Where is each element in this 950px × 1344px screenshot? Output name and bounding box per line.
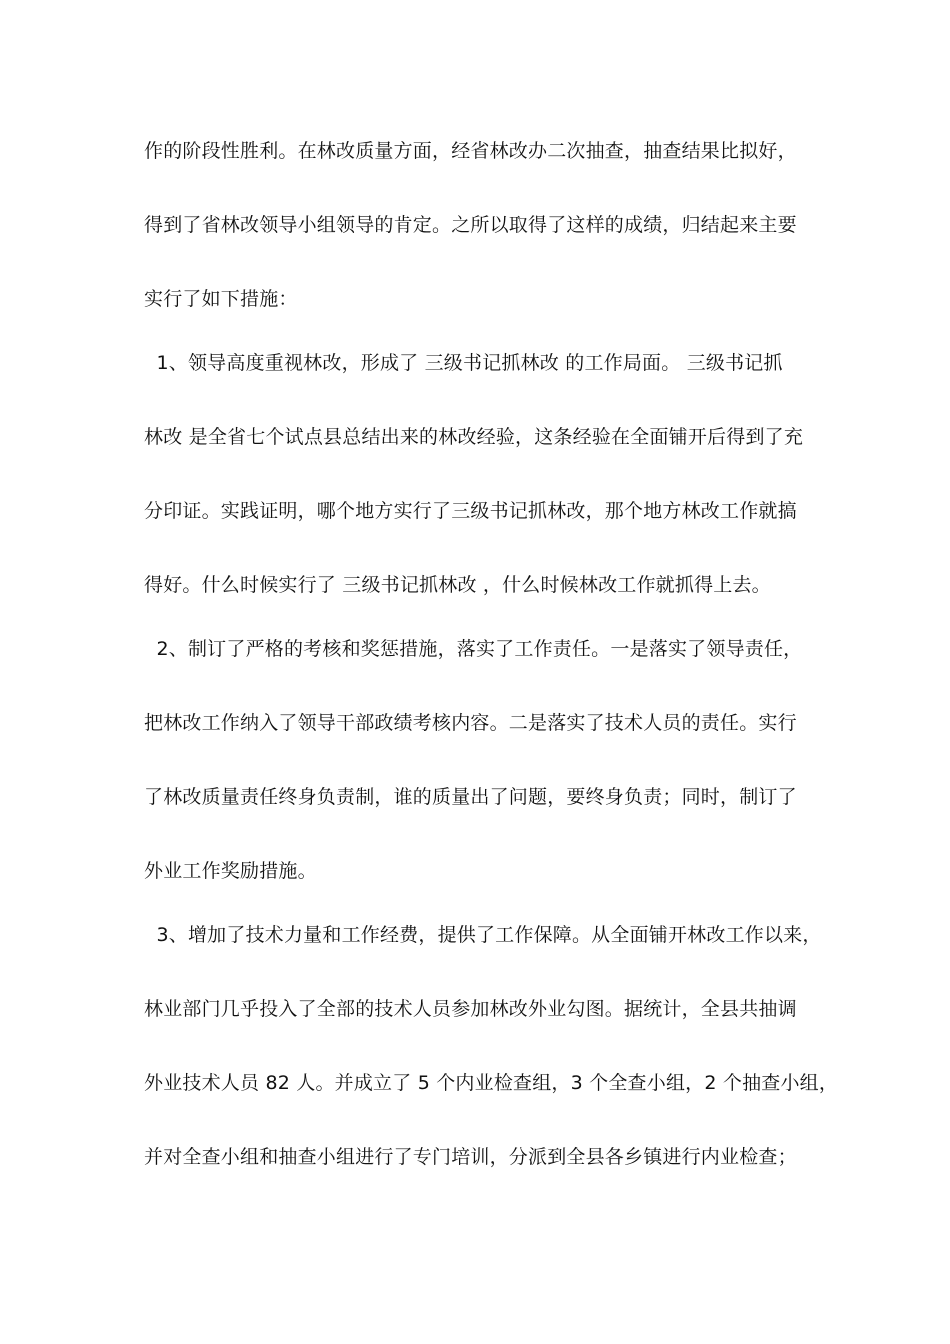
paragraph-line: 外业技术人员 82 人。并成立了 5 个内业检查组，3 个全查小组，2 个抽查小组，: [144, 1072, 839, 1094]
paragraph-line: 外业工作奖励措施。: [144, 860, 317, 882]
paragraph-line: 实行了如下措施：: [144, 288, 298, 310]
paragraph-line: 得到了省林改领导小组领导的肯定。之所以取得了这样的成绩，归结起来主要: [144, 214, 797, 236]
list-item-3-line: 3、增加了技术力量和工作经费，提供了工作保障。从全面铺开林改工作以来，: [144, 924, 822, 946]
paragraph-line: 了林改质量责任终身负责制，谁的质量出了问题，要终身负责；同时，制订了: [144, 786, 797, 808]
paragraph-line: 分印证。实践证明，哪个地方实行了三级书记抓林改，那个地方林改工作就搞: [144, 500, 797, 522]
list-item-2-line: 2、制订了严格的考核和奖惩措施，落实了工作责任。一是落实了领导责任，: [144, 638, 803, 660]
paragraph-line: 林改 是全省七个试点县总结出来的林改经验，这条经验在全面铺开后得到了充: [144, 426, 804, 448]
paragraph-line: 并对全查小组和抽查小组进行了专门培训，分派到全县各乡镇进行内业检查；: [144, 1146, 797, 1168]
paragraph-line: 把林改工作纳入了领导干部政绩考核内容。二是落实了技术人员的责任。实行: [144, 712, 797, 734]
paragraph-line: 林业部门几乎投入了全部的技术人员参加林改外业勾图。据统计，全县共抽调: [144, 998, 797, 1020]
paragraph-line: 得好。什么时候实行了 三级书记抓林改 ，什么时候林改工作就抓得上去。: [144, 574, 771, 596]
list-item-1-line: 1、领导高度重视林改，形成了 三级书记抓林改 的工作局面。 三级书记抓: [144, 352, 783, 374]
paragraph-line: 作的阶段性胜利。在林改质量方面，经省林改办二次抽查，抽查结果比拟好，: [144, 140, 797, 162]
